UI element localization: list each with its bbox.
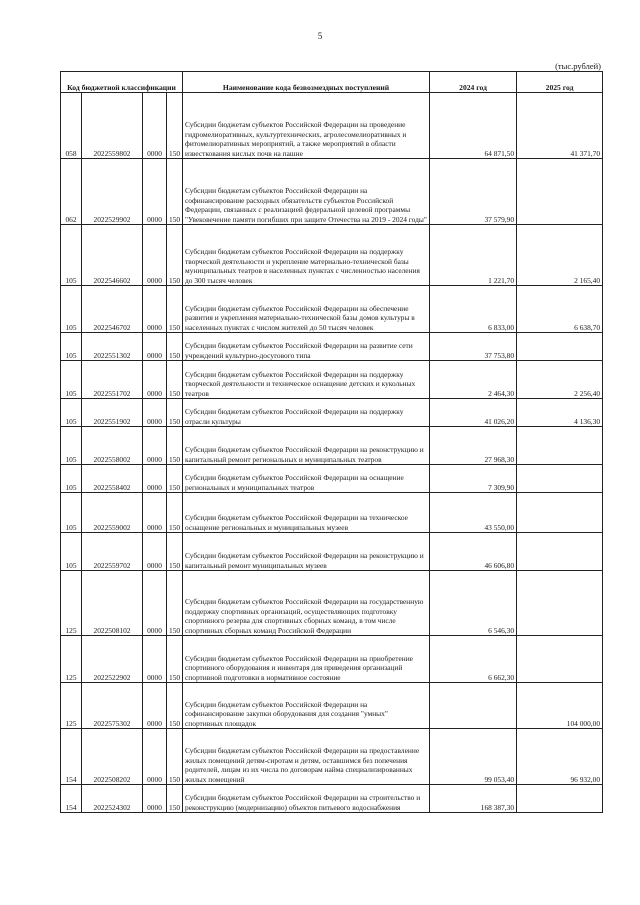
classification-code-cell: 2022551702 <box>82 361 143 399</box>
classification-code-cell: 2022508202 <box>82 729 143 785</box>
revenue-name-cell: Субсидии бюджетам субъектов Российской Федерации на софинансирование закупки оборудования для создания "умных" спортивных площадок <box>183 683 430 729</box>
kind-code-cell: 150 <box>167 93 183 159</box>
amount-2024-cell: 37 579,90 <box>430 159 517 225</box>
table-row <box>61 571 603 636</box>
admin-code-cell: 125 <box>61 571 82 636</box>
amount-2025-cell <box>517 533 603 571</box>
classification-code-cell: 2022551902 <box>82 399 143 427</box>
subcode-cell: 0000 <box>143 493 167 533</box>
budget-table <box>60 71 603 813</box>
kind-code-cell: 150 <box>167 571 183 636</box>
subcode-cell: 0000 <box>143 729 167 785</box>
subcode-cell: 0000 <box>143 286 167 333</box>
amount-2024-cell: 46 606,80 <box>430 533 517 571</box>
amount-2024-cell: 27 968,30 <box>430 427 517 465</box>
amount-2024-cell: 99 053,40 <box>430 729 517 785</box>
amount-2024-cell: 168 387,30 <box>430 785 517 813</box>
kind-code-cell: 150 <box>167 493 183 533</box>
kind-code-cell: 150 <box>167 159 183 225</box>
amount-2025-cell: 96 932,00 <box>517 729 603 785</box>
table-row <box>61 159 603 225</box>
admin-code-cell: 105 <box>61 361 82 399</box>
amount-2024-cell: 37 753,80 <box>430 333 517 361</box>
amount-2024-cell: 41 026,20 <box>430 399 517 427</box>
subcode-cell: 0000 <box>143 683 167 729</box>
revenue-name-cell: Субсидии бюджетам субъектов Российской Федерации на техническое оснащение региональных и муниципальных музеев <box>183 493 430 533</box>
kind-code-cell: 150 <box>167 225 183 286</box>
subcode-cell: 0000 <box>143 399 167 427</box>
table-row <box>61 93 603 159</box>
revenue-name-cell: Субсидии бюджетам субъектов Российской Федерации на государственную поддержку спортивных организаций, осуществляющих подготовку спортивного резерва для спортивных сборных команд, в том числе спортивных сборных команд Российской Федерации <box>183 571 430 636</box>
revenue-name-cell: Субсидии бюджетам субъектов Российской Федерации на реконструкцию и капитальный ремонт муниципальных музеев <box>183 533 430 571</box>
amount-2025-cell <box>517 465 603 493</box>
header-2025: 2025 год <box>517 72 603 93</box>
amount-2024-cell: 6 662,30 <box>430 636 517 683</box>
table-header-row <box>61 72 603 93</box>
classification-code-cell: 2022524302 <box>82 785 143 813</box>
amount-2025-cell <box>517 785 603 813</box>
kind-code-cell: 150 <box>167 785 183 813</box>
subcode-cell: 0000 <box>143 636 167 683</box>
header-code: Код бюджетной классификации <box>61 72 183 93</box>
kind-code-cell: 150 <box>167 399 183 427</box>
table-row <box>61 286 603 333</box>
amount-2025-cell <box>517 159 603 225</box>
amount-2025-cell: 104 000,00 <box>517 683 603 729</box>
classification-code-cell: 2022558002 <box>82 427 143 465</box>
revenue-name-cell: Субсидии бюджетам субъектов Российской Федерации на строительство и реконструкцию (модернизацию) объектов питьевого водоснабжения <box>183 785 430 813</box>
revenue-name-cell: Субсидии бюджетам субъектов Российской Федерации на софинансирование расходных обязательств субъектов Российской Федерации, связанных с реализацией федеральной целевой программы "Увековечение памяти погибших при защите Отечества на 2019 - 2024 годы" <box>183 159 430 225</box>
revenue-name-cell: Субсидии бюджетам субъектов Российской Федерации на развитие сети учреждений культурно-досугового типа <box>183 333 430 361</box>
admin-code-cell: 154 <box>61 785 82 813</box>
revenue-name-cell: Субсидии бюджетам субъектов Российской Федерации на приобретение спортивного оборудования и инвентаря для приведения организаций спортивной подготовки в нормативное состояние <box>183 636 430 683</box>
subcode-cell: 0000 <box>143 785 167 813</box>
classification-code-cell: 2022529902 <box>82 159 143 225</box>
revenue-name-cell: Субсидии бюджетам субъектов Российской Федерации на предоставление жилых помещений детям-сиротам и детям, оставшимся без попечения родителей, лицам из их числа по договорам найма специализированных жилых помещений <box>183 729 430 785</box>
kind-code-cell: 150 <box>167 636 183 683</box>
classification-code-cell: 2022546602 <box>82 225 143 286</box>
admin-code-cell: 105 <box>61 533 82 571</box>
amount-2025-cell <box>517 571 603 636</box>
subcode-cell: 0000 <box>143 333 167 361</box>
units-label: (тыс.рублей) <box>555 61 601 71</box>
amount-2024-cell: 7 309,90 <box>430 465 517 493</box>
admin-code-cell: 105 <box>61 225 82 286</box>
amount-2024-cell: 43 550,00 <box>430 493 517 533</box>
admin-code-cell: 105 <box>61 286 82 333</box>
table-row <box>61 427 603 465</box>
kind-code-cell: 150 <box>167 729 183 785</box>
header-name: Наименование кода безвозмездных поступлений <box>183 72 430 93</box>
amount-2025-cell <box>517 636 603 683</box>
admin-code-cell: 062 <box>61 159 82 225</box>
admin-code-cell: 105 <box>61 465 82 493</box>
kind-code-cell: 150 <box>167 533 183 571</box>
table-row <box>61 465 603 493</box>
amount-2025-cell: 41 371,70 <box>517 93 603 159</box>
page-number: 5 <box>317 31 323 41</box>
classification-code-cell: 2022559002 <box>82 493 143 533</box>
table-row <box>61 683 603 729</box>
header-2024: 2024 год <box>430 72 517 93</box>
classification-code-cell: 2022559802 <box>82 93 143 159</box>
table-row <box>61 785 603 813</box>
admin-code-cell: 105 <box>61 399 82 427</box>
revenue-name-cell: Субсидии бюджетам субъектов Российской Федерации на проведение гидромелиоративных, культуртехнических, агролесомелиоративных и фитомелиоративных мероприятий, а также мероприятий в области известкования кислых почв на пашне <box>183 93 430 159</box>
revenue-name-cell: Субсидии бюджетам субъектов Российской Федерации на обеспечение развития и укрепления материально-технической базы домов культуры в населенных пунктах с числом жителей до 50 тысяч человек <box>183 286 430 333</box>
table-row <box>61 493 603 533</box>
subcode-cell: 0000 <box>143 427 167 465</box>
table-row <box>61 361 603 399</box>
table-row <box>61 533 603 571</box>
table-row <box>61 399 603 427</box>
admin-code-cell: 105 <box>61 333 82 361</box>
admin-code-cell: 154 <box>61 729 82 785</box>
revenue-name-cell: Субсидии бюджетам субъектов Российской Федерации на поддержку творческой деятельности и укрепление материально-технической базы муниципальных театров в населенных пунктах с численностью населения до 300 тысяч человек <box>183 225 430 286</box>
amount-2025-cell <box>517 427 603 465</box>
classification-code-cell: 2022575302 <box>82 683 143 729</box>
subcode-cell: 0000 <box>143 361 167 399</box>
amount-2024-cell <box>430 683 517 729</box>
classification-code-cell: 2022546702 <box>82 286 143 333</box>
admin-code-cell: 105 <box>61 493 82 533</box>
amount-2025-cell: 4 136,30 <box>517 399 603 427</box>
admin-code-cell: 105 <box>61 427 82 465</box>
admin-code-cell: 058 <box>61 93 82 159</box>
revenue-name-cell: Субсидии бюджетам субъектов Российской Федерации на поддержку творческой деятельности и техническое оснащение детских и кукольных театров <box>183 361 430 399</box>
kind-code-cell: 150 <box>167 286 183 333</box>
amount-2024-cell: 64 871,50 <box>430 93 517 159</box>
admin-code-cell: 125 <box>61 683 82 729</box>
kind-code-cell: 150 <box>167 427 183 465</box>
table-row <box>61 333 603 361</box>
subcode-cell: 0000 <box>143 465 167 493</box>
classification-code-cell: 2022559702 <box>82 533 143 571</box>
subcode-cell: 0000 <box>143 225 167 286</box>
amount-2025-cell: 2 256,40 <box>517 361 603 399</box>
subcode-cell: 0000 <box>143 571 167 636</box>
kind-code-cell: 150 <box>167 683 183 729</box>
amount-2024-cell: 6 546,30 <box>430 571 517 636</box>
amount-2024-cell: 2 464,30 <box>430 361 517 399</box>
kind-code-cell: 150 <box>167 361 183 399</box>
amount-2025-cell: 2 165,40 <box>517 225 603 286</box>
table-row <box>61 636 603 683</box>
amount-2024-cell: 6 833,00 <box>430 286 517 333</box>
revenue-name-cell: Субсидии бюджетам субъектов Российской Федерации на оснащение региональных и муниципальных театров <box>183 465 430 493</box>
kind-code-cell: 150 <box>167 465 183 493</box>
kind-code-cell: 150 <box>167 333 183 361</box>
subcode-cell: 0000 <box>143 159 167 225</box>
subcode-cell: 0000 <box>143 93 167 159</box>
classification-code-cell: 2022522902 <box>82 636 143 683</box>
revenue-name-cell: Субсидии бюджетам субъектов Российской Федерации на поддержку отрасли культуры <box>183 399 430 427</box>
admin-code-cell: 125 <box>61 636 82 683</box>
table-row <box>61 729 603 785</box>
classification-code-cell: 2022551302 <box>82 333 143 361</box>
amount-2025-cell <box>517 333 603 361</box>
revenue-name-cell: Субсидии бюджетам субъектов Российской Федерации на реконструкцию и капитальный ремонт региональных и муниципальных театров <box>183 427 430 465</box>
classification-code-cell: 2022558402 <box>82 465 143 493</box>
amount-2025-cell <box>517 493 603 533</box>
amount-2025-cell: 6 638,70 <box>517 286 603 333</box>
subcode-cell: 0000 <box>143 533 167 571</box>
classification-code-cell: 2022508102 <box>82 571 143 636</box>
amount-2024-cell: 1 221,70 <box>430 225 517 286</box>
table-row <box>61 225 603 286</box>
